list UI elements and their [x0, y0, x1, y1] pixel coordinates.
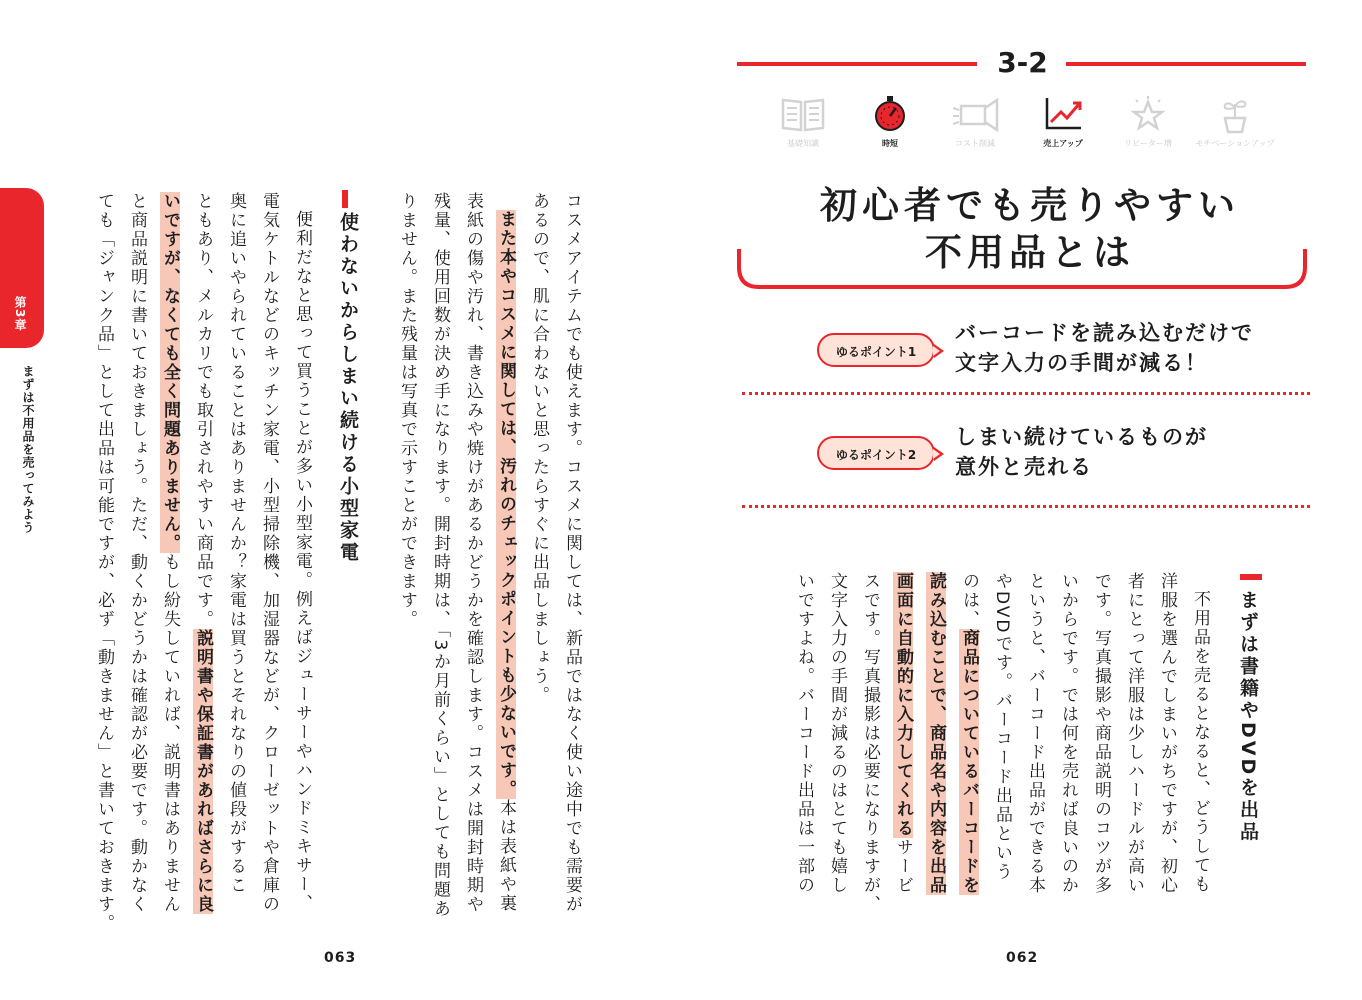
highlight-text: いですが、なくても全く問題ありません。 [160, 192, 180, 553]
text-column: いですよね。バーコード出品は一部の [794, 572, 814, 895]
section-heading: 使わないからしまい続ける小型家電 [337, 212, 359, 564]
text-column: コスメアイテムでも使えます。コスメに関しては、新品ではなく使い途中でも需要が [562, 192, 582, 914]
page-title-line2: 不用品とは [925, 231, 1135, 274]
icon-label: 基礎知識 [787, 139, 819, 148]
page-number: 063 [324, 950, 357, 966]
text-column: いからです。では何を売れば良いのか [1058, 572, 1078, 895]
text-column [919, 572, 952, 895]
icon-label: 時短 [882, 139, 898, 148]
text-column: スです。写真撮影は必要になりますが、 [860, 572, 880, 914]
cost-cut-icon [945, 94, 1005, 149]
point2-label: ゆるポイント2 [817, 436, 935, 470]
text-column: 電気ケトルなどのキッチン家電、小型掃除機、加湿器などが、クローゼットや倉庫の [259, 192, 279, 914]
motivation-icon [1195, 94, 1275, 149]
text-column: と商品説明に書いておきましょう。ただ、動くかどうかは確認が必要です。動かなく [127, 192, 147, 914]
text-column: 画面に自動的に入力してくれるサービ [893, 572, 913, 895]
text-column: りません。また残量は写真で示すことができます。 [397, 192, 417, 629]
section-heading: まずは書籍やDVDを出品 [1237, 590, 1259, 844]
text-column: ともあり、メルカリでも取引されやすい商品です。説明書や保証書があればさらに良 [193, 192, 213, 914]
title-bracket [735, 245, 1310, 293]
text-column: 不用品を売るとなると、どうしても [1190, 590, 1210, 894]
chapter-side-title: まずは不用品を売ってみよう [21, 365, 35, 534]
text-column: 文字入力の手間が減るのはとても嬉し [827, 572, 847, 895]
text-column: 便利だなと思って買うことが多い小型家電。例えばジューサーやハンドミキサー、 [292, 210, 312, 913]
highlight-text: 読み込むことで、商品名や内容を出品 [926, 572, 946, 895]
page-number: 062 [1006, 950, 1039, 966]
text-column: やDVDです。バーコード出品という [992, 572, 1012, 882]
text-column: いですが、なくても全く問題ありません。もし紛失していれば、説明書はありません [160, 192, 180, 914]
highlight-text: 説明書や保証書があればさらに良 [193, 629, 213, 914]
book-icon [773, 94, 833, 149]
dotted-divider [742, 505, 1310, 508]
header-rule-left [737, 62, 977, 66]
dotted-divider [742, 392, 1310, 395]
chapter-tab-label: 第3章 [13, 296, 27, 332]
point2-text: しまい続けているものが 意外と売れる [955, 425, 1208, 479]
sales-up-icon [1033, 94, 1093, 149]
text-column: 奥に追いやられていることはありませんか？家電は買うとそれなりの値段がするこ [226, 192, 246, 895]
text-column: ても「ジャンク品」として出品は可能ですが、必ず「動きません」と書いておきます。 [94, 192, 114, 933]
text-column: というと、バーコード出品ができる本 [1025, 572, 1045, 895]
text-column: 表紙の傷や汚れ、書き込みや焼けがあるかどうかを確認します。コスメは開封時期や [463, 192, 483, 914]
heading-marker [1240, 574, 1262, 580]
text-column: 洋服を選んでしまいがちですが、初心 [1157, 572, 1177, 895]
icon-label: リピーター増 [1124, 139, 1172, 148]
heading-marker [342, 190, 348, 208]
text-column: 残量、使用回数が決め手になります。開封時期は、「3か月前くらい」としても問題あ [430, 192, 450, 919]
icon-label: コスト削減 [955, 139, 995, 148]
header-rule-right [1066, 62, 1306, 66]
repeater-icon [1118, 94, 1178, 149]
text-column: です。写真撮影や商品説明のコツが多 [1091, 572, 1111, 895]
stopwatch-icon [860, 94, 920, 149]
text-column: あるので、肌に合わないと思ったらすぐに出品しましょう。 [529, 192, 549, 705]
page-title-line1: 初心者でも売りやすい [820, 184, 1240, 227]
point1-label: ゆるポイント1 [817, 333, 935, 367]
section-number: 3-2 [997, 46, 1048, 79]
text-column: 者にとって洋服は少しハードルが高い [1124, 572, 1144, 895]
chapter-tab [0, 188, 44, 348]
point1-text: バーコードを読み込むだけで 文字入力の手間が減る！ [955, 321, 1254, 375]
icon-label: 売上アップ [1043, 139, 1083, 148]
highlight-text: 商品についているバーコードを [959, 629, 979, 895]
highlight-text: 画面に自動的に入力してくれる [893, 572, 913, 838]
text-column: のは、商品についているバーコードを [959, 572, 979, 895]
highlight-text: また本やコスメに関しては、汚れのチェックポイントも少ないです。 [496, 210, 516, 799]
icon-label: モチベーションアップ [1195, 139, 1275, 148]
text-column: また本やコスメに関しては、汚れのチェックポイントも少ないです。本は表紙や裏 [496, 210, 516, 913]
